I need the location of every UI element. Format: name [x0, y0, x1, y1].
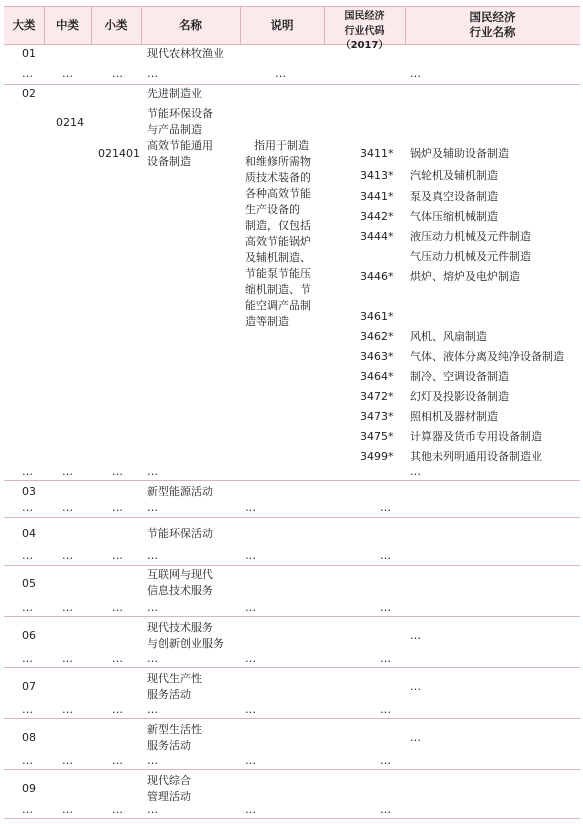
ellipsis: …: [112, 754, 123, 767]
ellipsis: …: [380, 549, 391, 562]
header-dalei: 大类: [12, 18, 36, 32]
row-rule: [4, 718, 580, 719]
ellipsis: …: [147, 803, 158, 816]
ellipsis: …: [380, 652, 391, 665]
category-name: 高效节能通用: [147, 139, 213, 152]
ellipsis: …: [62, 703, 73, 716]
header-bottom-rule: [4, 44, 580, 45]
ellipsis: …: [245, 549, 256, 562]
industry-name: 气压动力机械及元件制造: [410, 250, 531, 263]
category-name: 互联网与现代: [147, 568, 213, 581]
ellipsis: …: [62, 67, 73, 80]
category-name: 现代技术服务: [147, 621, 213, 634]
industry-code: 3472*: [360, 390, 394, 403]
ellipsis: …: [22, 803, 33, 816]
dalei-code: 05: [22, 577, 36, 590]
description-line: 高效节能锅炉: [245, 235, 311, 248]
industry-code: 3446*: [360, 270, 394, 283]
dalei-code: 07: [22, 680, 36, 693]
ellipsis: …: [147, 465, 158, 478]
row-rule: [4, 565, 580, 566]
ellipsis: …: [22, 501, 33, 514]
ellipsis: …: [22, 601, 33, 614]
row-rule: [4, 84, 580, 85]
category-name: 现代生产性: [147, 672, 202, 685]
ellipsis: …: [22, 465, 33, 478]
ellipsis: …: [410, 731, 421, 744]
industry-code: 3442*: [360, 210, 394, 223]
ellipsis: …: [112, 803, 123, 816]
description-line: 和维修所需物: [245, 155, 311, 168]
ellipsis: …: [245, 501, 256, 514]
ellipsis: …: [410, 67, 421, 80]
industry-name: 汽轮机及辅机制造: [410, 169, 498, 182]
industry-code: 3462*: [360, 330, 394, 343]
ellipsis: …: [112, 601, 123, 614]
description-line: 制造，仅包括: [245, 219, 311, 232]
ellipsis: …: [147, 601, 158, 614]
header-code-line1: 国民经济: [344, 11, 385, 22]
industry-code: 3441*: [360, 190, 394, 203]
description-line: 节能泵节能压: [245, 267, 311, 280]
industry-code: 3444*: [360, 230, 394, 243]
ellipsis: …: [62, 803, 73, 816]
industry-code: 3464*: [360, 370, 394, 383]
row-rule: [4, 667, 580, 668]
category-name: 新型生活性: [147, 723, 202, 736]
header-name-line1: 国民经济: [469, 10, 516, 24]
header-mingcheng: 名称: [179, 18, 202, 32]
ellipsis: …: [410, 680, 421, 693]
row-rule: [4, 616, 580, 617]
ellipsis: …: [275, 67, 286, 80]
ellipsis: …: [62, 601, 73, 614]
ellipsis: …: [112, 67, 123, 80]
ellipsis: …: [22, 549, 33, 562]
dalei-code: 04: [22, 527, 36, 540]
description-line: 生产设备的: [245, 203, 300, 216]
industry-name: 液压动力机械及元件制造: [410, 230, 531, 243]
description-line: 缩机制造、节: [245, 283, 311, 296]
header-xiaolei: 小类: [104, 18, 128, 32]
industry-name: 锅炉及辅助设备制造: [410, 147, 509, 160]
zhonglei-code: 0214: [56, 116, 84, 129]
ellipsis: …: [62, 754, 73, 767]
ellipsis: …: [62, 465, 73, 478]
dalei-code: 08: [22, 731, 36, 744]
ellipsis: …: [380, 754, 391, 767]
ellipsis: …: [380, 703, 391, 716]
ellipsis: …: [147, 501, 158, 514]
category-name: 与产品制造: [147, 123, 202, 136]
ellipsis: …: [410, 465, 421, 478]
description-line: 质技术装备的: [245, 171, 311, 184]
row-rule: [4, 517, 580, 518]
industry-name: 照相机及器材制造: [410, 410, 498, 423]
dalei-code: 01: [22, 47, 36, 60]
ellipsis: …: [112, 549, 123, 562]
industry-name: 其他未列明通用设备制造业: [410, 450, 542, 463]
ellipsis: …: [62, 652, 73, 665]
ellipsis: …: [62, 501, 73, 514]
ellipsis: …: [410, 629, 421, 642]
description-line: 指用于制造: [254, 139, 309, 152]
industry-code: 3463*: [360, 350, 394, 363]
row-rule: [4, 480, 580, 481]
ellipsis: …: [380, 803, 391, 816]
category-name: 节能环保活动: [147, 527, 213, 540]
ellipsis: …: [245, 703, 256, 716]
dalei-code: 03: [22, 485, 36, 498]
ellipsis: …: [245, 754, 256, 767]
ellipsis: …: [112, 703, 123, 716]
ellipsis: …: [380, 501, 391, 514]
category-name: 服务活动: [147, 739, 191, 752]
industry-name: 幻灯及投影设备制造: [410, 390, 509, 403]
ellipsis: …: [112, 501, 123, 514]
xiaolei-code: 021401: [98, 147, 140, 160]
header-name-line2: 行业名称: [469, 25, 516, 39]
ellipsis: …: [245, 652, 256, 665]
category-name: 新型能源活动: [147, 485, 213, 498]
ellipsis: …: [22, 652, 33, 665]
ellipsis: …: [245, 803, 256, 816]
ellipsis: …: [147, 703, 158, 716]
category-name: 与创新创业服务: [147, 637, 224, 650]
industry-code: 3499*: [360, 450, 394, 463]
table-bottom-rule: [4, 818, 580, 819]
industry-code: 3413*: [360, 169, 394, 182]
description-line: 各种高效节能: [245, 187, 311, 200]
industry-name: 制冷、空调设备制造: [410, 370, 509, 383]
ellipsis: …: [147, 67, 158, 80]
industry-code: 3461*: [360, 310, 394, 323]
ellipsis: …: [147, 754, 158, 767]
row-rule: [4, 769, 580, 770]
category-name: 现代综合: [147, 774, 191, 787]
category-name: 现代农林牧渔业: [147, 47, 224, 60]
category-name: 服务活动: [147, 688, 191, 701]
industry-code: 3473*: [360, 410, 394, 423]
industry-name: 计算器及货币专用设备制造: [410, 430, 542, 443]
ellipsis: …: [112, 465, 123, 478]
category-name: 信息技术服务: [147, 584, 213, 597]
dalei-code: 09: [22, 782, 36, 795]
header-code-line2: 行业代码（2017）: [340, 26, 389, 51]
ellipsis: …: [22, 703, 33, 716]
ellipsis: …: [112, 652, 123, 665]
header-shuoming: 说明: [270, 18, 294, 32]
industry-name: 风机、风扇制造: [410, 330, 487, 343]
description-line: 造等制造: [245, 315, 289, 328]
industry-name: 气体、液体分离及纯净设备制造: [410, 350, 564, 363]
ellipsis: …: [62, 549, 73, 562]
industry-name: 烘炉、熔炉及电炉制造: [410, 270, 520, 283]
dalei-code: 02: [22, 87, 36, 100]
ellipsis: …: [147, 549, 158, 562]
dalei-code: 06: [22, 629, 36, 642]
description-line: 能空调产品制: [245, 299, 311, 312]
description-line: 及辅机制造、: [245, 251, 311, 264]
ellipsis: …: [22, 754, 33, 767]
header-zhonglei: 中类: [56, 18, 79, 32]
category-name: 管理活动: [147, 790, 191, 803]
ellipsis: …: [380, 601, 391, 614]
ellipsis: …: [22, 67, 33, 80]
category-name: 设备制造: [147, 155, 191, 168]
ellipsis: …: [147, 652, 158, 665]
ellipsis: …: [245, 601, 256, 614]
category-name: 节能环保设备: [147, 107, 213, 120]
industry-name: 气体压缩机械制造: [410, 210, 498, 223]
industry-code: 3475*: [360, 430, 394, 443]
industry-name: 泵及真空设备制造: [410, 190, 498, 203]
industry-code: 3411*: [360, 147, 394, 160]
category-name: 先进制造业: [147, 87, 202, 100]
